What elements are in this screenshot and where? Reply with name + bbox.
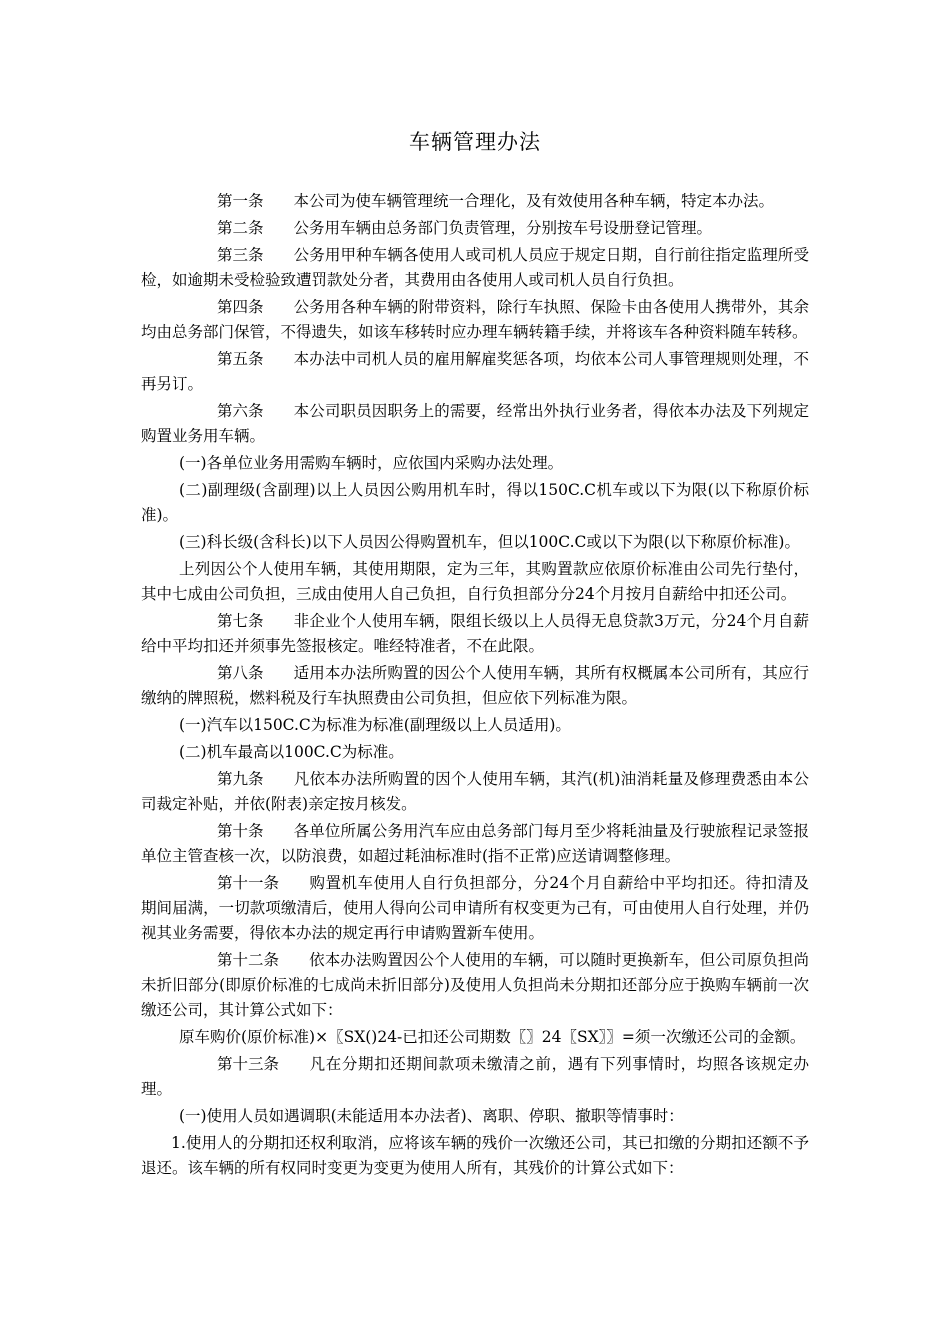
- article-label: 第六条: [217, 402, 264, 420]
- article-label: 第九条: [217, 770, 264, 788]
- paragraph-text: 本公司职员因职务上的需要，经常出外执行业务者，得依本办法及下列规定购置业务用车辆。: [141, 402, 809, 445]
- paragraph-text: 凡依本办法所购置的因个人使用车辆，其汽(机)油消耗量及修理费悉由本公司裁定补贴，并依(附表)亲定按月核发。: [141, 770, 809, 813]
- paragraph: [141, 1131, 809, 1181]
- paragraph-text: 本办法中司机人员的雇用解雇奖惩各项，均依本公司人事管理规则处理，不再另订。: [141, 350, 809, 393]
- paragraph: [141, 399, 809, 449]
- article-label: 第五条: [217, 350, 264, 368]
- paragraph: [141, 295, 809, 345]
- document-body: [141, 189, 809, 1183]
- article-label: 第十条: [217, 822, 264, 840]
- paragraph-text: (一)各单位业务用需购车辆时，应依国内采购办法处理。: [179, 454, 564, 472]
- paragraph-text: 非企业个人使用车辆，限组长级以上人员得无息贷款3万元，分24个月自薪给中平均扣还并须事先签报核定。唯经特准者，不在此限。: [141, 612, 809, 655]
- paragraph-text: 购置机车使用人自行负担部分，分24个月自薪给中平均扣还。待扣清及期间届满，一切款项缴清后，使用人得向公司申请所有权变更为己有，可由使用人自行处理，并仍视其业务需要，得依本办法的规定再行申请购置新车使用。: [141, 874, 809, 942]
- article-label: 第十三条: [217, 1055, 280, 1073]
- paragraph: [141, 767, 809, 817]
- paragraph-text: 公务用各种车辆的附带资料，除行车执照、保险卡由各使用人携带外，其余均由总务部门保管，不得遗失，如该车移转时应办理车辆转籍手续，并将该车各种资料随车转移。: [141, 298, 809, 341]
- paragraph: [141, 216, 809, 241]
- paragraph: [141, 713, 809, 738]
- paragraph-text: 适用本办法所购置的因公个人使用车辆，其所有权概属本公司所有，其应行缴纳的牌照税，燃料税及行车执照费由公司负担，但应依下列标准为限。: [141, 664, 809, 707]
- paragraph: [141, 1052, 809, 1102]
- paragraph: [141, 661, 809, 711]
- paragraph-text: 上列因公个人使用车辆，其使用期限，定为三年，其购置款应依原价标准由公司先行垫付，其中七成由公司负担，三成由使用人自己负担，自行负担部分分24个月按月自薪给中扣还公司。: [141, 560, 809, 603]
- paragraph: [141, 948, 809, 1023]
- article-label: 第八条: [217, 664, 264, 682]
- paragraph-text: (三)科长级(含科长)以下人员因公得购置机车，但以100C.C或以下为限(以下称原价标准)。: [179, 533, 800, 551]
- paragraph-text: 本公司为使车辆管理统一合理化，及有效使用各种车辆，特定本办法。: [293, 192, 775, 210]
- paragraph: [141, 451, 809, 476]
- paragraph: [141, 740, 809, 765]
- article-label: 第十二条: [217, 951, 280, 969]
- paragraph: [141, 347, 809, 397]
- paragraph: [141, 243, 809, 293]
- paragraph: [141, 609, 809, 659]
- paragraph-text: 凡在分期扣还期间款项未缴清之前，遇有下列事情时，均照各该规定办理。: [141, 1055, 809, 1098]
- article-label: 第二条: [217, 219, 264, 237]
- paragraph: [141, 1025, 809, 1050]
- paragraph: [141, 1104, 809, 1129]
- paragraph-text: 1.使用人的分期扣还权利取消，应将该车辆的残价一次缴还公司，其已扣缴的分期扣还额不予退还。该车辆的所有权同时变更为变更为使用人所有，其残价的计算公式如下：: [141, 1134, 809, 1177]
- paragraph-text: 依本办法购置因公个人使用的车辆，可以随时更换新车，但公司原负担尚未折旧部分(即原价标准的七成尚未折旧部分)及使用人负担尚未分期扣还部分应于换购车辆前一次缴还公司，其计算公式如下：: [141, 951, 809, 1019]
- article-label: 第十一条: [217, 874, 280, 892]
- paragraph-text: 原车购价(原价标准)×〖SX()24-已扣还公司期数〖〗24〖SX〗〗=须一次缴还公司的金额。: [179, 1028, 806, 1046]
- paragraph: [141, 189, 809, 214]
- document-title: 车辆管理办法: [409, 130, 541, 154]
- paragraph-text: 公务用车辆由总务部门负责管理，分别按车号设册登记管理。: [293, 219, 713, 237]
- paragraph: [141, 557, 809, 607]
- paragraph: [141, 478, 809, 528]
- paragraph-text: 各单位所属公务用汽车应由总务部门每月至少将耗油量及行驶旅程记录签报单位主管查核一次，以防浪费，如超过耗油标准时(指不正常)应送请调整修理。: [141, 822, 809, 865]
- paragraph-text: 公务用甲种车辆各使用人或司机人员应于规定日期，自行前往指定监理所受检，如逾期未受检验致遭罚款处分者，其费用由各使用人或司机人员自行负担。: [141, 246, 809, 289]
- article-label: 第一条: [217, 192, 264, 210]
- paragraph: [141, 871, 809, 946]
- paragraph-text: (二)机车最高以100C.C为标准。: [179, 743, 404, 761]
- paragraph: [141, 819, 809, 869]
- article-label: 第四条: [217, 298, 264, 316]
- paragraph-text: (一)使用人员如遇调职(未能适用本办法者)、离职、停职、撤职等情事时：: [179, 1107, 684, 1125]
- paragraph-text: (一)汽车以150C.C为标准为标准(副理级以上人员适用)。: [179, 716, 571, 734]
- paragraph: [141, 530, 809, 555]
- paragraph-text: (二)副理级(含副理)以上人员因公购用机车时，得以150C.C机车或以下为限(以下称原价标准)。: [141, 481, 809, 524]
- article-label: 第七条: [217, 612, 264, 630]
- article-label: 第三条: [217, 246, 264, 264]
